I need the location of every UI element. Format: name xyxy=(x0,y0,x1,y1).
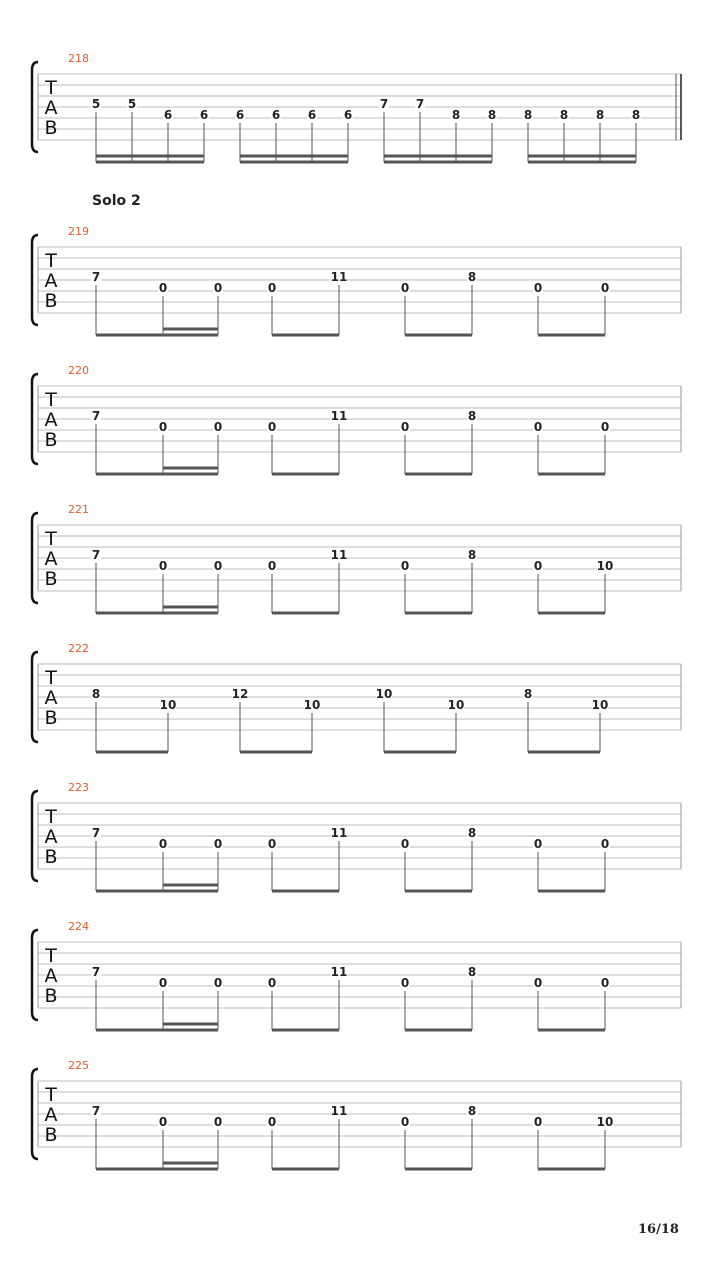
tab-clef-letter: A xyxy=(44,270,58,292)
fret-number: 0 xyxy=(400,559,410,573)
system-bracket xyxy=(32,513,38,603)
fret-number: 10 xyxy=(159,698,177,712)
measure-number: 224 xyxy=(68,920,89,933)
fret-number: 0 xyxy=(158,1115,168,1129)
fret-number: 10 xyxy=(591,698,609,712)
fret-number: 6 xyxy=(343,108,353,122)
tab-clef-letter: T xyxy=(45,250,57,272)
tab-clef-letter: B xyxy=(44,117,58,139)
fret-number: 0 xyxy=(400,281,410,295)
fret-number: 7 xyxy=(91,826,101,840)
fret-number: 0 xyxy=(533,281,543,295)
fret-number: 0 xyxy=(267,976,277,990)
fret-number: 8 xyxy=(523,108,533,122)
fret-number: 0 xyxy=(213,1115,223,1129)
system-bracket xyxy=(32,652,38,742)
tab-clef-letter: T xyxy=(45,667,57,689)
system-bracket xyxy=(32,930,38,1020)
fret-number: 6 xyxy=(199,108,209,122)
fret-number: 0 xyxy=(533,837,543,851)
tab-clef-letter: A xyxy=(44,548,58,570)
fret-number: 11 xyxy=(330,965,348,979)
fret-number: 11 xyxy=(330,548,348,562)
fret-number: 0 xyxy=(533,976,543,990)
fret-number: 8 xyxy=(487,108,497,122)
fret-number: 0 xyxy=(267,420,277,434)
tab-clef-letter: A xyxy=(44,687,58,709)
fret-number: 0 xyxy=(600,837,610,851)
fret-number: 0 xyxy=(213,559,223,573)
tab-clef-letter: B xyxy=(44,846,58,868)
tab-clef-letter: B xyxy=(44,985,58,1007)
fret-number: 0 xyxy=(600,281,610,295)
measure-number: 219 xyxy=(68,225,89,238)
fret-number: 12 xyxy=(231,687,249,701)
fret-number: 7 xyxy=(91,965,101,979)
system-bracket xyxy=(32,791,38,881)
system-bracket xyxy=(32,62,38,152)
fret-number: 0 xyxy=(158,420,168,434)
fret-number: 0 xyxy=(400,1115,410,1129)
fret-number: 5 xyxy=(91,97,101,111)
fret-number: 0 xyxy=(267,1115,277,1129)
fret-number: 0 xyxy=(600,976,610,990)
measure-number: 220 xyxy=(68,364,89,377)
fret-number: 6 xyxy=(307,108,317,122)
system-bracket xyxy=(32,1069,38,1159)
fret-number: 7 xyxy=(91,409,101,423)
tab-clef-letter: T xyxy=(45,389,57,411)
tab-clef-letter: A xyxy=(44,97,58,119)
measure-number: 223 xyxy=(68,781,89,794)
system-bracket xyxy=(32,235,38,325)
tab-clef-letter: A xyxy=(44,965,58,987)
fret-number: 10 xyxy=(303,698,321,712)
tab-clef-letter: T xyxy=(45,77,57,99)
fret-number: 5 xyxy=(127,97,137,111)
fret-number: 0 xyxy=(400,976,410,990)
fret-number: 7 xyxy=(379,97,389,111)
fret-number: 11 xyxy=(330,270,348,284)
tab-clef-letter: T xyxy=(45,806,57,828)
measure-number: 225 xyxy=(68,1059,89,1072)
fret-number: 0 xyxy=(533,420,543,434)
fret-number: 10 xyxy=(596,559,614,573)
tab-clef-letter: T xyxy=(45,945,57,967)
fret-number: 0 xyxy=(267,559,277,573)
tab-clef-letter: A xyxy=(44,409,58,431)
fret-number: 7 xyxy=(91,270,101,284)
fret-number: 8 xyxy=(467,1104,477,1118)
fret-number: 0 xyxy=(600,420,610,434)
fret-number: 8 xyxy=(91,687,101,701)
fret-number: 0 xyxy=(213,976,223,990)
fret-number: 6 xyxy=(271,108,281,122)
measure-number: 222 xyxy=(68,642,89,655)
fret-number: 10 xyxy=(447,698,465,712)
fret-number: 0 xyxy=(158,281,168,295)
fret-number: 7 xyxy=(91,548,101,562)
fret-number: 0 xyxy=(400,837,410,851)
page-number: 16/18 xyxy=(638,1222,679,1237)
fret-number: 0 xyxy=(158,837,168,851)
tab-clef-letter: A xyxy=(44,1104,58,1126)
tab-clef-letter: A xyxy=(44,826,58,848)
measure-number: 221 xyxy=(68,503,89,516)
fret-number: 8 xyxy=(467,548,477,562)
fret-number: 0 xyxy=(213,281,223,295)
system-bracket xyxy=(32,374,38,464)
fret-number: 0 xyxy=(213,837,223,851)
fret-number: 8 xyxy=(467,270,477,284)
fret-number: 10 xyxy=(596,1115,614,1129)
fret-number: 8 xyxy=(467,965,477,979)
fret-number: 11 xyxy=(330,1104,348,1118)
fret-number: 8 xyxy=(467,409,477,423)
fret-number: 10 xyxy=(375,687,393,701)
fret-number: 11 xyxy=(330,826,348,840)
fret-number: 6 xyxy=(163,108,173,122)
tab-clef-letter: B xyxy=(44,290,58,312)
fret-number: 8 xyxy=(559,108,569,122)
tab-clef-letter: T xyxy=(45,528,57,550)
fret-number: 6 xyxy=(235,108,245,122)
fret-number: 0 xyxy=(267,281,277,295)
section-label-solo-2: Solo 2 xyxy=(92,193,141,209)
fret-number: 8 xyxy=(595,108,605,122)
tab-clef-letter: B xyxy=(44,707,58,729)
fret-number: 7 xyxy=(415,97,425,111)
fret-number: 0 xyxy=(533,1115,543,1129)
fret-number: 8 xyxy=(523,687,533,701)
fret-number: 0 xyxy=(158,559,168,573)
measure-number: 218 xyxy=(68,52,89,65)
fret-number: 8 xyxy=(467,826,477,840)
fret-number: 8 xyxy=(631,108,641,122)
fret-number: 0 xyxy=(400,420,410,434)
fret-number: 7 xyxy=(91,1104,101,1118)
tab-clef-letter: T xyxy=(45,1084,57,1106)
fret-number: 11 xyxy=(330,409,348,423)
fret-number: 0 xyxy=(533,559,543,573)
tab-clef-letter: B xyxy=(44,1124,58,1146)
fret-number: 8 xyxy=(451,108,461,122)
fret-number: 0 xyxy=(267,837,277,851)
fret-number: 0 xyxy=(158,976,168,990)
tab-clef-letter: B xyxy=(44,429,58,451)
tab-clef-letter: B xyxy=(44,568,58,590)
fret-number: 0 xyxy=(213,420,223,434)
